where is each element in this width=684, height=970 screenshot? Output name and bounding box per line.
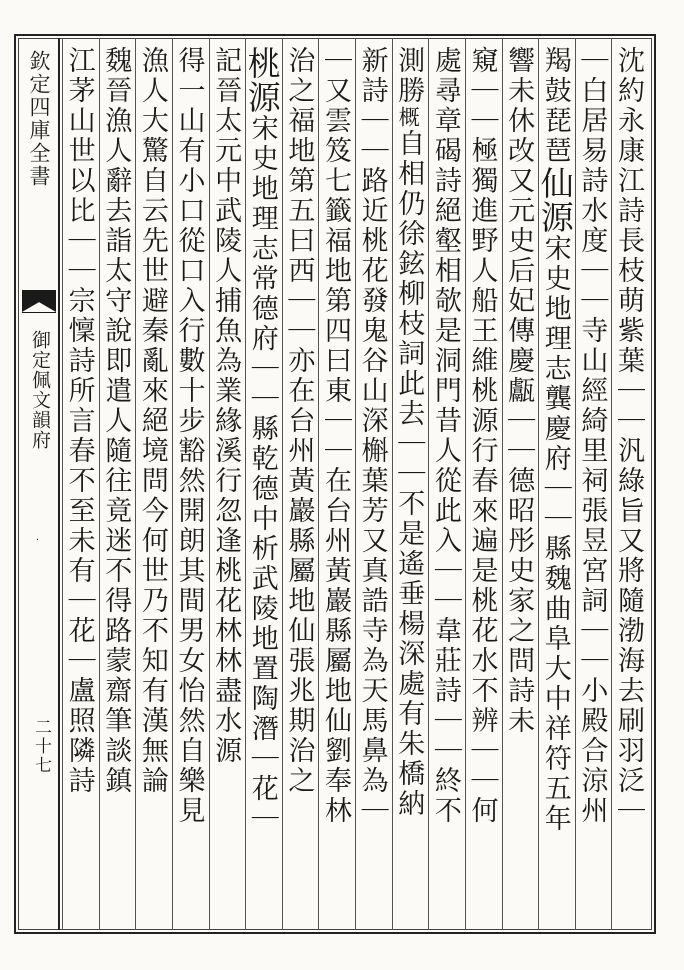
text-column [395, 46, 426, 922]
book-title: 御定佩文韻府 [29, 330, 51, 450]
column-rule [245, 38, 246, 930]
collection-title: 欽定四庫全書 [27, 50, 51, 188]
column-text: 治之福地第五曰西｜｜亦在台州黃巖縣屬地仙張兆期治之 [283, 46, 315, 796]
text-column [321, 46, 352, 922]
column-rule [538, 38, 539, 930]
text-column [212, 46, 243, 922]
column-rule [62, 38, 63, 930]
text-column [535, 46, 575, 922]
place-heading: 桃源 [242, 46, 282, 114]
text-column [285, 46, 316, 922]
column-text: 響未休 [503, 46, 535, 136]
column-text: 自相仍徐鉉柳枝詞此去｜｜不是遙垂楊深處有朱橋納 [393, 129, 425, 819]
page-number: 二十七 [31, 718, 51, 775]
column-rule [135, 38, 136, 930]
column-rule [99, 38, 100, 930]
column-text: 沈約永康江詩長枝萌紫葉｜｜汎綠旨又將隨渤海去刷羽泛｜ [613, 46, 644, 826]
place-heading: 仙源 [535, 166, 575, 234]
column-text: 得一山有小口從口入行數十步豁然開朗其間男女怡然自樂見 [173, 46, 205, 826]
text-column [358, 46, 389, 922]
text-column [431, 46, 462, 922]
column-rule [355, 38, 356, 930]
column-text: 記晉太元中武陵人捕魚為業緣溪行忽逢桃花林林盡水源 [210, 46, 242, 766]
text-column [102, 46, 133, 922]
column-text: 漁人大驚自云先世避秦亂來絕境問今何世乃不知有漢無論 [136, 46, 168, 796]
column-text: 新詩｜｜路近桃花發鬼谷山深槲葉芳又真誥寺為天馬鼻為｜ [356, 46, 388, 826]
column-text: 江茅山世以比｜｜宗懍詩所言春不至未有｜花｜盧照隣詩 [63, 46, 95, 796]
fishtail-line [22, 312, 56, 323]
column-rule [172, 38, 173, 930]
column-rule [282, 38, 283, 930]
column-text: 宋史地理志常德府｜｜縣乾德中析武陵地置陶潛｜花｜ [246, 114, 278, 834]
text-column [65, 46, 96, 922]
column-text: 宋史地理志龔慶府｜｜縣魏曲阜大中祥符五年 [539, 234, 571, 834]
column-rule [392, 38, 393, 930]
column-rule [465, 38, 466, 930]
margin-dot: · [32, 535, 43, 546]
text-column [175, 46, 206, 922]
text-column [138, 46, 169, 922]
column-text: 羯鼓琵琶 [539, 46, 571, 166]
column-text: ｜白居易詩水度｜｜寺山經綺里祠張昱宮詞｜｜小殿合涼州 [576, 46, 608, 826]
column-text: 窺｜｜極獨進野人船王維桃源行春來遍是桃花水不辨｜｜何 [466, 46, 498, 826]
text-column [468, 46, 499, 922]
column-text: 處尋章碣詩絕壑相欹是洞門昔人從此入｜｜韋莊詩｜｜終不 [429, 46, 461, 826]
text-column [614, 46, 645, 922]
column-rule [428, 38, 429, 930]
column-text: ｜又雲笈七籤福地第四曰東｜｜在台州黃巖縣屬地仙劉奉林 [320, 46, 351, 826]
column-rule [611, 38, 612, 930]
column-text: 改又元史后妃傳慶甗｜｜德昭彤史家之問詩未 [503, 136, 535, 736]
column-text: 魏晉漁人辭去詣太守說即遣人隨往竟迷不得路蒙齋筆談鎮 [100, 46, 132, 796]
text-column [578, 46, 609, 922]
column-rule [209, 38, 210, 930]
column-rule [575, 38, 576, 930]
column-text: 概 [396, 106, 421, 129]
column-text: 測勝 [393, 46, 425, 106]
text-column [505, 46, 536, 922]
column-rule [318, 38, 319, 930]
column-rule [502, 38, 503, 930]
text-column [242, 46, 282, 922]
